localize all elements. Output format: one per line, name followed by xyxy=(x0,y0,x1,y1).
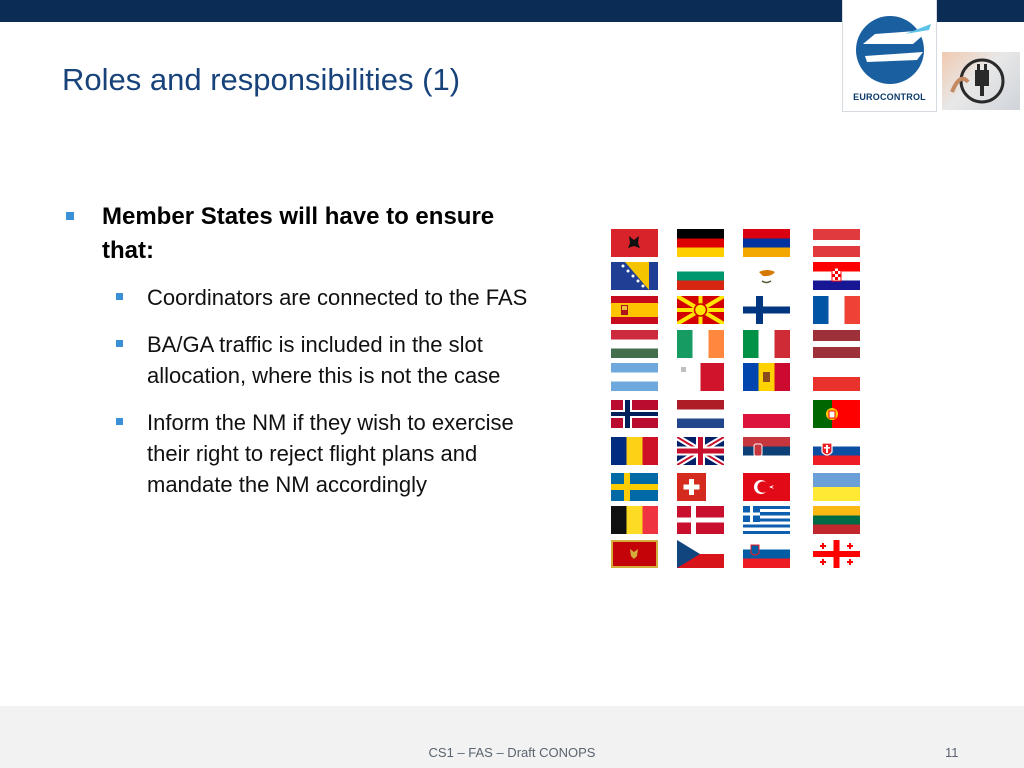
flag-united-kingdom-icon xyxy=(677,437,724,465)
flag-croatia-icon xyxy=(813,262,860,290)
logo-wordmark: EUROCONTROL xyxy=(853,92,926,102)
flag-sweden-icon xyxy=(611,473,658,501)
flag-belgium-icon xyxy=(611,506,658,534)
flag-slovakia-icon xyxy=(813,437,860,465)
flag-malta-icon xyxy=(677,363,724,391)
sub-bullet xyxy=(147,329,532,391)
flag-moldova-icon xyxy=(743,363,790,391)
flag-germany-icon xyxy=(677,229,724,257)
flag-bulgaria-icon xyxy=(677,262,724,290)
flag-armenia-icon xyxy=(743,229,790,257)
page-number: 11 xyxy=(945,745,959,760)
flag-georgia-icon xyxy=(813,540,860,568)
flag-montenegro-icon xyxy=(611,540,658,568)
sub-bullet-text: BA/GA traffic is included in the slot allocation, where this is not the case xyxy=(147,332,501,388)
bullet-square-icon xyxy=(116,293,123,300)
plug-icon xyxy=(942,52,1020,110)
flag-serbia-icon xyxy=(743,437,790,465)
sub-bullet-text: Coordinators are connected to the FAS xyxy=(147,285,528,310)
flag-poland-icon xyxy=(743,400,790,428)
flag-greece-icon xyxy=(743,506,790,534)
flag-macedonia-icon xyxy=(677,296,724,324)
main-bullet-text: Member States will have to ensure that: xyxy=(102,203,495,264)
flag-portugal-icon xyxy=(813,400,860,428)
flag-austria-icon xyxy=(611,363,658,391)
flag-netherlands-icon xyxy=(677,400,724,428)
bullet-list xyxy=(62,200,532,516)
flag-hungary-icon xyxy=(611,330,658,358)
flag-latvia-icon xyxy=(813,330,860,358)
slide-title: Roles and responsibilities (1) xyxy=(62,62,461,97)
bullet-square-icon xyxy=(66,212,74,220)
flag-czech-republic-icon xyxy=(677,540,724,568)
flag-monaco-icon xyxy=(813,363,860,391)
flag-lithuania-icon xyxy=(813,506,860,534)
sub-bullet-text: Inform the NM if they wish to exercise their right to reject flight plans and mandate the NM accordingly xyxy=(147,410,514,497)
flag-romania-icon xyxy=(611,437,658,465)
flag-denmark-icon xyxy=(677,506,724,534)
flag-ukraine-icon xyxy=(813,473,860,501)
flag-slovenia-icon xyxy=(743,540,790,568)
bullet-square-icon xyxy=(116,340,123,347)
flag-ireland-icon xyxy=(677,330,724,358)
eurocontrol-logo xyxy=(842,0,937,112)
bullet-square-icon xyxy=(116,418,123,425)
flag-cyprus-icon xyxy=(743,262,790,290)
flag-switzerland-icon xyxy=(677,473,706,501)
sub-bullet xyxy=(147,407,532,500)
flag-turkey-icon xyxy=(743,473,790,501)
flag-norway-icon xyxy=(611,400,658,428)
project-badge-image xyxy=(942,52,1020,110)
sub-bullet xyxy=(147,282,532,313)
main-bullet xyxy=(62,200,532,268)
flag-albania-icon xyxy=(611,229,658,257)
flag-italy-icon xyxy=(743,330,790,358)
eurocontrol-emblem-icon xyxy=(843,0,938,92)
flag-spain-icon xyxy=(611,296,658,324)
flag-finland-icon xyxy=(743,296,790,324)
flag-france-icon xyxy=(813,296,860,324)
flag-bosnia-icon xyxy=(611,262,658,290)
flag-latvia-icon xyxy=(813,229,860,257)
footer-text: CS1 – FAS – Draft CONOPS xyxy=(428,745,596,760)
